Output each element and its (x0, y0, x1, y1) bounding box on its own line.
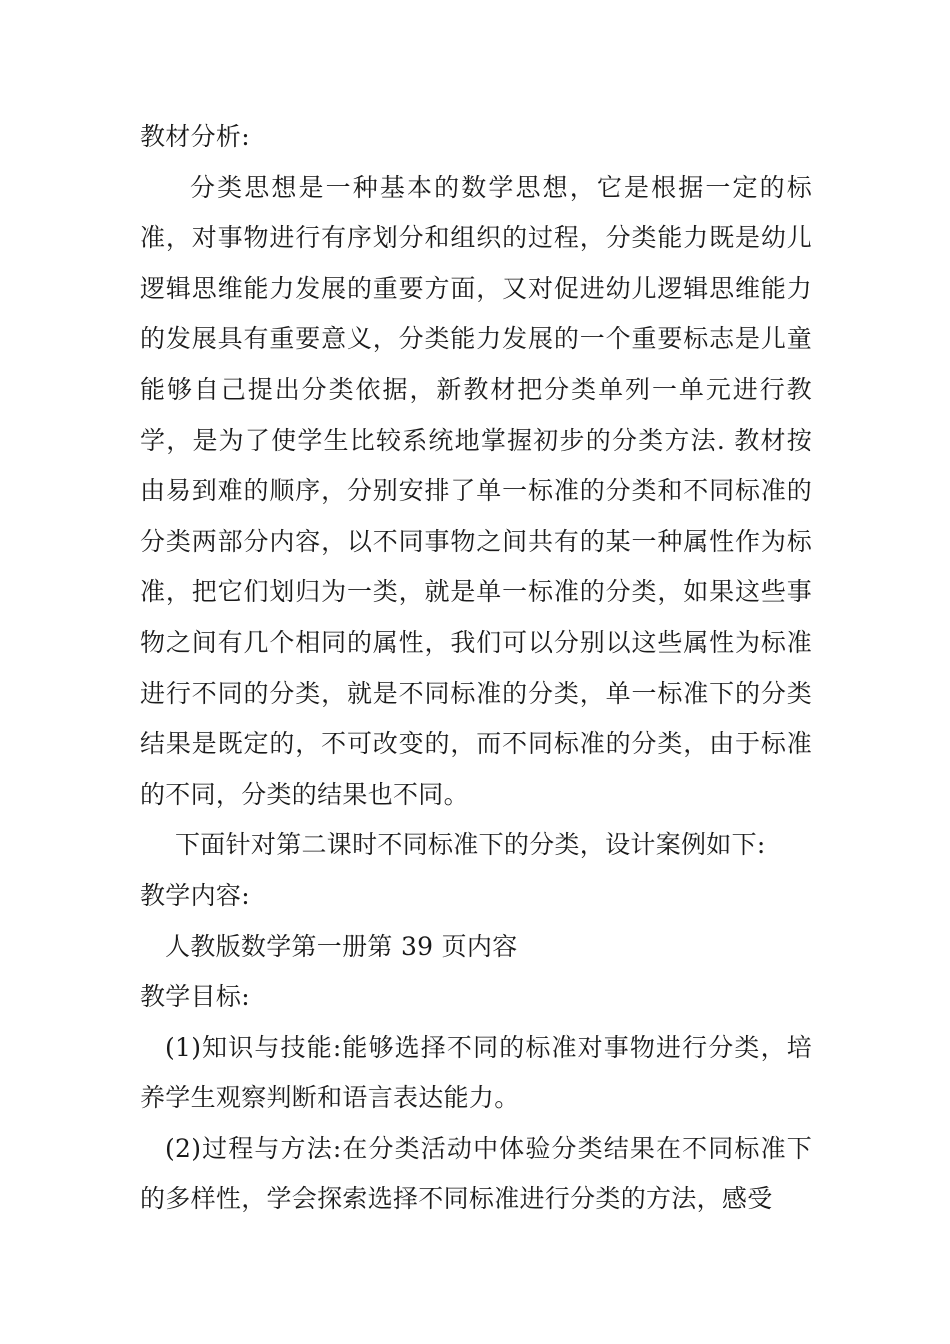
teaching-goal-2: (2)过程与方法:在分类活动中体验分类结果在不同标准下的多样性，学会探索选择不同标准进行分类的方法，感受 (140, 1133, 812, 1214)
paragraph-textbook-analysis: 分类思想是一种基本的数学思想，它是根据一定的标准，对事物进行有序划分和组织的过程，分类能力既是幼儿逻辑思维能力发展的重要方面，又对促进幼儿逻辑思维能力的发展具有重要意义，分类能力发展的一个重要标志是儿童能够自己提出分类依据，新教材把分类单列一单元进行教学，是为了使学生比较系统地掌握初步的分类方法. 教材按由易到难的顺序，分别安排了单一标准的分类和不同标准的分类两部分内容，以不同事物之间共有的某一种属性作为标准，把它们划归为一类，就是单一标准的分类，如果这些事物之间有几个相同的属性，我们可以分别以这些属性为标准进行不同的分类，就是不同标准的分类，单一标准下的分类结果是既定的，不可改变的，而不同标准的分类，由于标准的不同，分类的结果也不同。 (140, 172, 812, 809)
document-body (140, 112, 812, 1225)
heading-teaching-content: 教学内容: (140, 880, 250, 910)
paragraph-design-intro: 下面针对第二课时不同标准下的分类，设计案例如下: (175, 830, 766, 860)
paragraph-teaching-content: 人教版数学第一册第 39 页内容 (165, 931, 518, 961)
teaching-goal-1: (1)知识与技能:能够选择不同的标准对事物进行分类，培养学生观察判断和语言表达能力。 (140, 1032, 812, 1113)
heading-teaching-goals: 教学目标: (140, 982, 250, 1012)
heading-textbook-analysis: 教材分析: (140, 122, 250, 151)
